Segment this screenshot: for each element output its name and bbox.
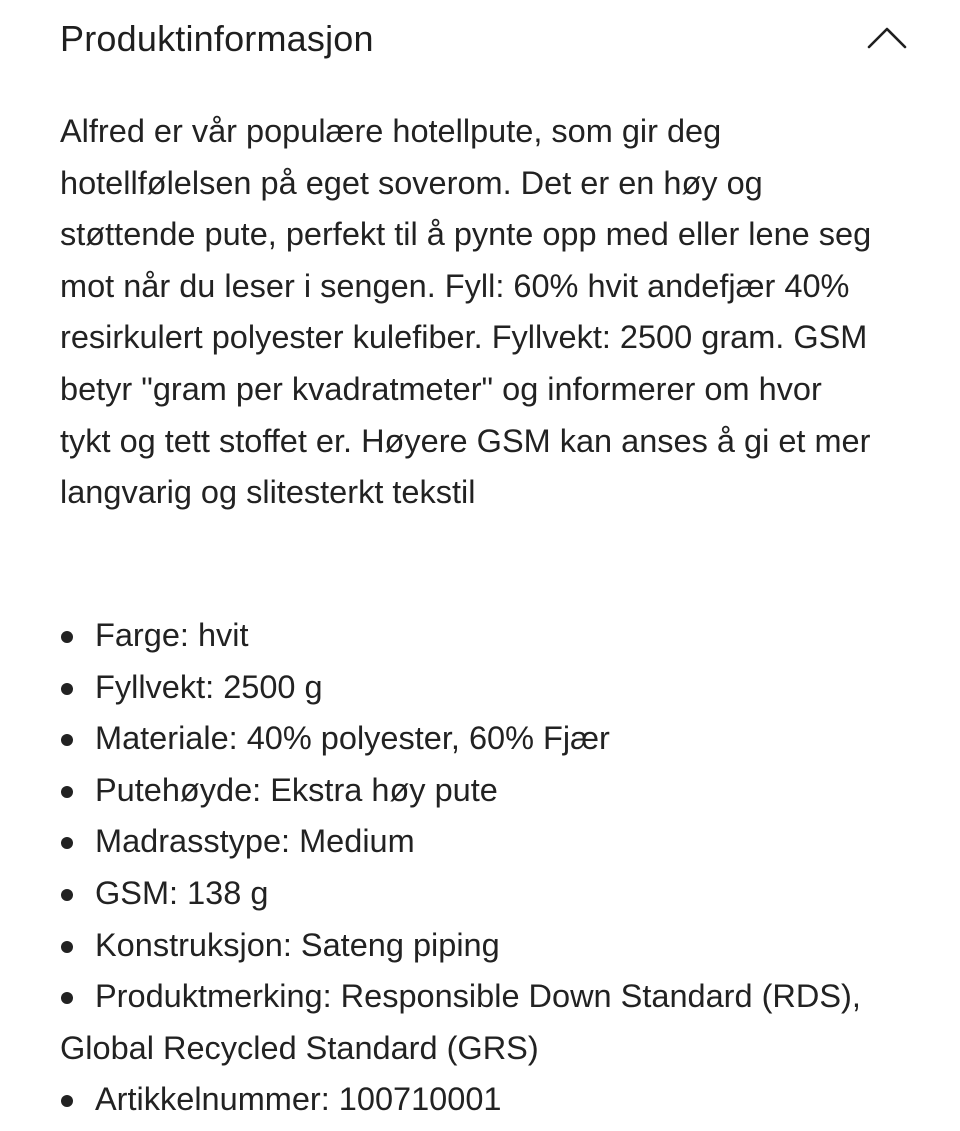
spec-item-construction: Konstruksjon: Sateng piping [60, 920, 920, 972]
spec-item-fill-weight: Fyllvekt: 2500 g [60, 662, 920, 714]
product-description: Alfred er vår populære hotellpute, som gir deg hotellfølelsen på eget soverom. Det er en høy og støttende pute, perfekt til å pynte opp med eller lene seg mot når du leser i sengen. Fyll: 60% hvit andefjær 40% resirkulert polyester kulefiber. Fyllvekt: 2500 gram. GSM betyr "gram per kvadratmeter" og informerer om hvor tykt og tett stoffet er. Høyere GSM kan anses å gi et mer langvarig og slitesterkt tekstil [60, 113, 872, 511]
spec-item-mattress-type: Madrasstype: Medium [60, 816, 920, 868]
spec-item-article-number: Artikkelnummer: 100710001 [60, 1074, 920, 1126]
accordion-title: Produktinformasjon [60, 18, 374, 59]
spec-item-material: Materiale: 40% polyester, 60% Fjær [60, 713, 920, 765]
product-info-accordion-header[interactable] [0, 0, 960, 80]
spec-item-pillow-height: Putehøyde: Ekstra høy pute [60, 765, 920, 817]
spec-item-certification: Produktmerking: Responsible Down Standard (RDS), Global Recycled Standard (GRS) [60, 971, 920, 1074]
spec-list [60, 610, 920, 1126]
spec-item-gsm: GSM: 138 g [60, 868, 920, 920]
chevron-up-icon[interactable] [866, 24, 908, 52]
spec-item-color: Farge: hvit [60, 610, 920, 662]
